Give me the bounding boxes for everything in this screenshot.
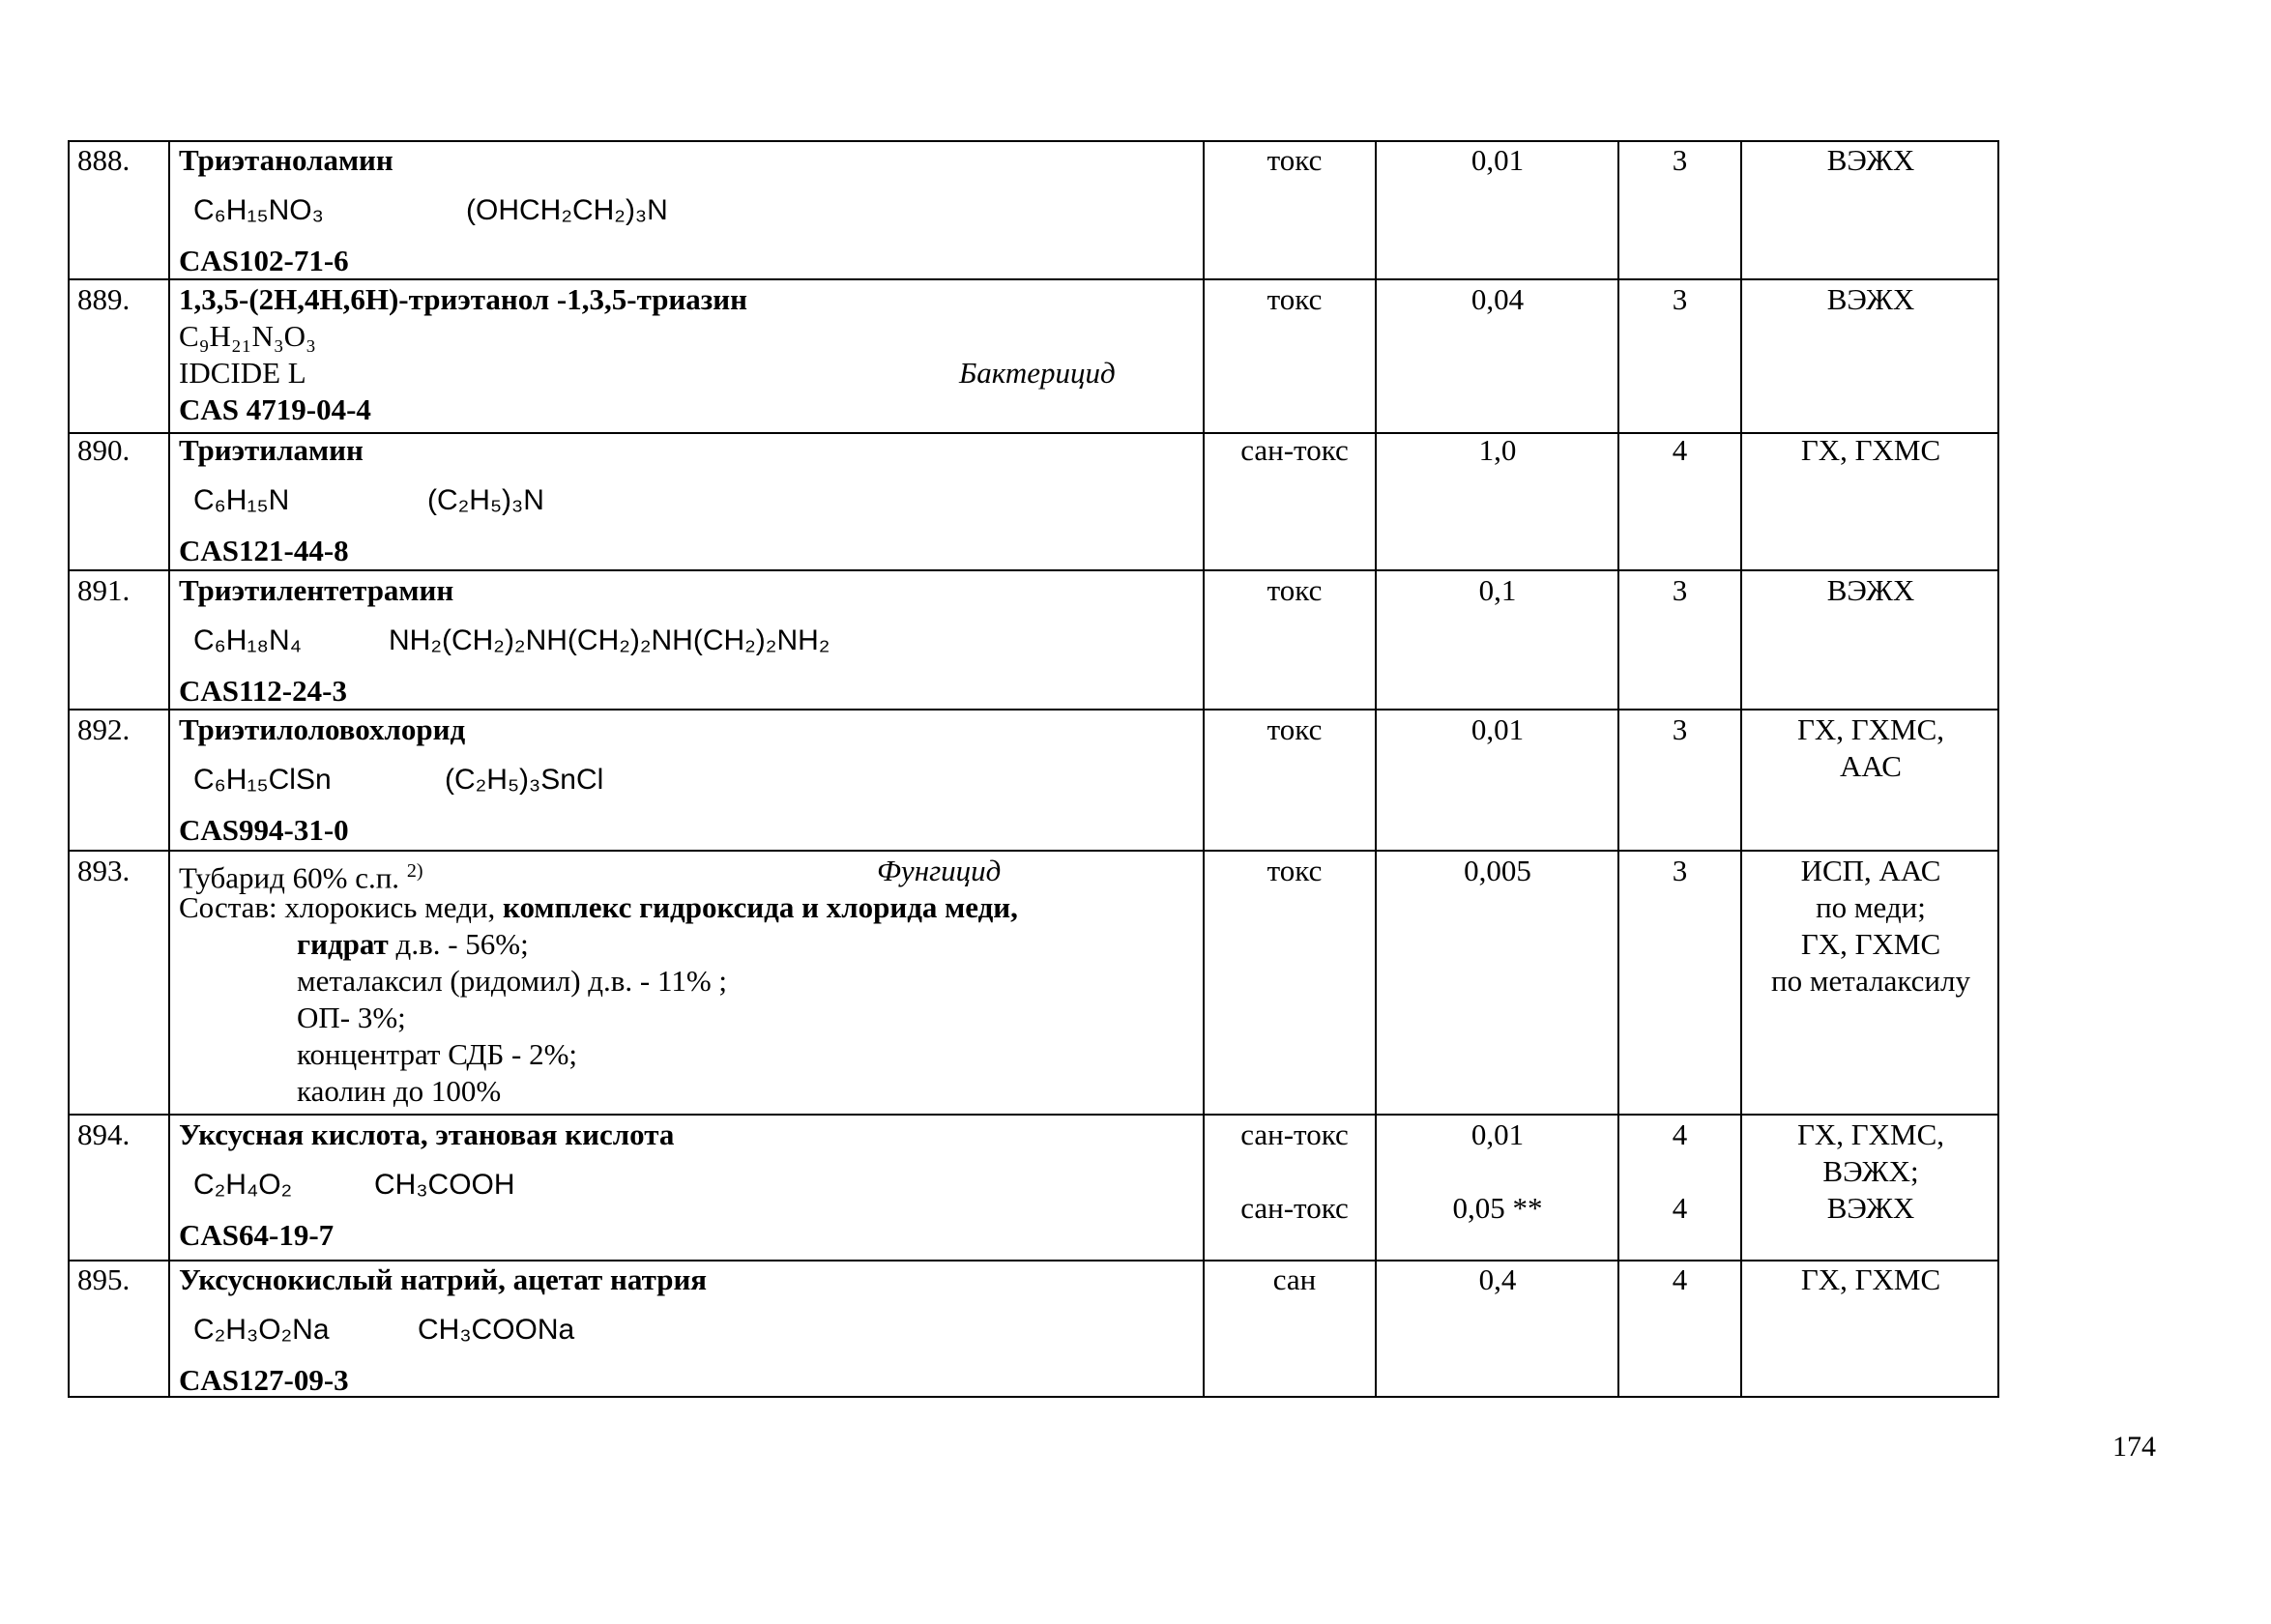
usage-label: Фунгицид: [877, 854, 1002, 887]
analysis-method-line: ААС: [1840, 749, 1902, 783]
substance-name: Тубарид 60% с.п. $^{2)}$: [179, 860, 423, 895]
composition-line: гидрат д.в. - 56%;: [297, 927, 529, 961]
row-number: 891.: [77, 573, 131, 607]
row-divider: [70, 569, 1997, 571]
limit-mark: сан-токс: [1240, 433, 1349, 467]
substance-name: Триэтилентетрамин: [179, 573, 454, 607]
col-divider: [1203, 142, 1205, 1396]
analysis-method: ГХ, ГХМС: [1800, 1262, 1941, 1296]
footnote-mark: 2): [406, 860, 423, 882]
analysis-method-line: по металаксилу: [1770, 964, 1970, 998]
molecular-formula: C₆H₁₅ClSn: [193, 764, 332, 796]
limit-value: 1,0: [1478, 433, 1517, 467]
substance-name: 1,3,5-(2H,4H,6H)-триэтанол -1,3,5-триазин: [179, 282, 747, 316]
limit-value: 0,4: [1478, 1262, 1517, 1296]
row-number: 890.: [77, 433, 131, 467]
limit-value: 0,05 **: [1452, 1191, 1543, 1225]
limit-mark: токс: [1267, 712, 1323, 746]
cas-number: CAS127-09-3: [179, 1363, 349, 1397]
cas-number: CAS 4719-04-4: [179, 392, 371, 426]
row-number: 895.: [77, 1262, 131, 1296]
trade-name: IDCIDE L: [179, 356, 306, 390]
molecular-formula: C₂H₃O₂Na: [193, 1314, 330, 1346]
row-number: 889.: [77, 282, 131, 316]
row-divider: [70, 1114, 1997, 1116]
substance-table: [68, 140, 1999, 1398]
row-number: 893.: [77, 854, 131, 887]
row-number: 894.: [77, 1117, 131, 1151]
molecular-formula: C₂H₄O₂: [193, 1169, 293, 1201]
usage-label: Бактерицид: [959, 356, 1116, 390]
limit-value: 0,04: [1470, 282, 1525, 316]
structural-formula: (C₂H₅)₃SnCl: [445, 764, 604, 796]
structural-formula: (OHCH₂CH₂)₃N: [466, 194, 668, 226]
limit-mark: токс: [1267, 573, 1323, 607]
substance-name: Триэтилоловохлорид: [179, 712, 466, 746]
analysis-method-line: ГХ, ГХМС: [1800, 927, 1941, 961]
limit-value: 0,01: [1470, 143, 1525, 177]
composition-line: каолин до 100%: [297, 1074, 502, 1108]
limit-mark: сан-токс: [1240, 1191, 1349, 1225]
cas-number: CAS121-44-8: [179, 534, 349, 567]
col-divider: [168, 142, 170, 1396]
composition-line: металаксил (ридомил) д.в. - 11% ;: [297, 964, 728, 998]
hazard-class: 3: [1672, 712, 1688, 746]
molecular-formula: C₆H₁₅NO₃: [193, 194, 324, 226]
structural-formula: NH₂(CH₂)₂NH(CH₂)₂NH(CH₂)₂NH₂: [389, 624, 830, 656]
composition-line: Состав: хлорокись меди, комплекс гидроксида и хлорида меди,: [179, 890, 1018, 924]
limit-value: 0,01: [1470, 1117, 1525, 1151]
substance-name: Триэтаноламин: [179, 143, 393, 177]
analysis-method-line: по меди;: [1816, 890, 1926, 924]
structural-formula: CH₃COONa: [418, 1314, 575, 1346]
analysis-method-line: ИСП, ААС: [1800, 854, 1941, 887]
limit-mark: токс: [1267, 282, 1323, 316]
substance-name: Уксуснокислый натрий, ацетат натрия: [179, 1262, 708, 1296]
hazard-class: 3: [1672, 143, 1688, 177]
analysis-method-line: ВЭЖХ;: [1822, 1154, 1919, 1188]
structural-formula: (C₂H₅)₃N: [427, 484, 544, 516]
limit-value: 0,005: [1464, 854, 1531, 887]
analysis-method: ВЭЖХ: [1826, 573, 1915, 607]
limit-mark: сан-токс: [1240, 1117, 1349, 1151]
hazard-class: 4: [1672, 1191, 1688, 1225]
molecular-formula: C₉H₂₁N₃O₃: [179, 319, 316, 353]
row-divider: [70, 278, 1997, 280]
cas-number: CAS102-71-6: [179, 244, 349, 277]
substance-name: Уксусная кислота, этановая кислота: [179, 1117, 675, 1151]
row-divider: [70, 709, 1997, 710]
molecular-formula: C₆H₁₅N: [193, 484, 290, 516]
molecular-formula: C₆H₁₈N₄: [193, 624, 302, 656]
analysis-method: ВЭЖХ: [1826, 143, 1915, 177]
analysis-method: ВЭЖХ: [1826, 282, 1915, 316]
row-divider: [70, 850, 1997, 852]
limit-value: 0,1: [1478, 573, 1517, 607]
cas-number: CAS64-19-7: [179, 1218, 335, 1252]
cas-number: CAS994-31-0: [179, 813, 349, 847]
analysis-method: ГХ, ГХМС: [1800, 433, 1941, 467]
analysis-method-line: ГХ, ГХМС,: [1796, 712, 1945, 746]
hazard-class: 4: [1672, 1262, 1688, 1296]
limit-mark: сан: [1272, 1262, 1317, 1296]
row-number: 888.: [77, 143, 131, 177]
analysis-method-line: ВЭЖХ: [1826, 1191, 1915, 1225]
limit-value: 0,01: [1470, 712, 1525, 746]
cas-number: CAS112-24-3: [179, 674, 347, 708]
analysis-method-line: ГХ, ГХМС,: [1796, 1117, 1945, 1151]
hazard-class: 3: [1672, 282, 1688, 316]
row-number: 892.: [77, 712, 131, 746]
limit-mark: токс: [1267, 143, 1323, 177]
hazard-class: 4: [1672, 433, 1688, 467]
page-number: 174: [2112, 1431, 2156, 1463]
structural-formula: CH₃COOH: [374, 1169, 515, 1201]
hazard-class: 3: [1672, 573, 1688, 607]
limit-mark: токс: [1267, 854, 1323, 887]
hazard-class: 4: [1672, 1117, 1688, 1151]
composition-line: ОП- 3%;: [297, 1000, 406, 1034]
hazard-class: 3: [1672, 854, 1688, 887]
composition-line: концентрат СДБ - 2%;: [297, 1037, 578, 1071]
substance-name: Триэтиламин: [179, 433, 364, 467]
